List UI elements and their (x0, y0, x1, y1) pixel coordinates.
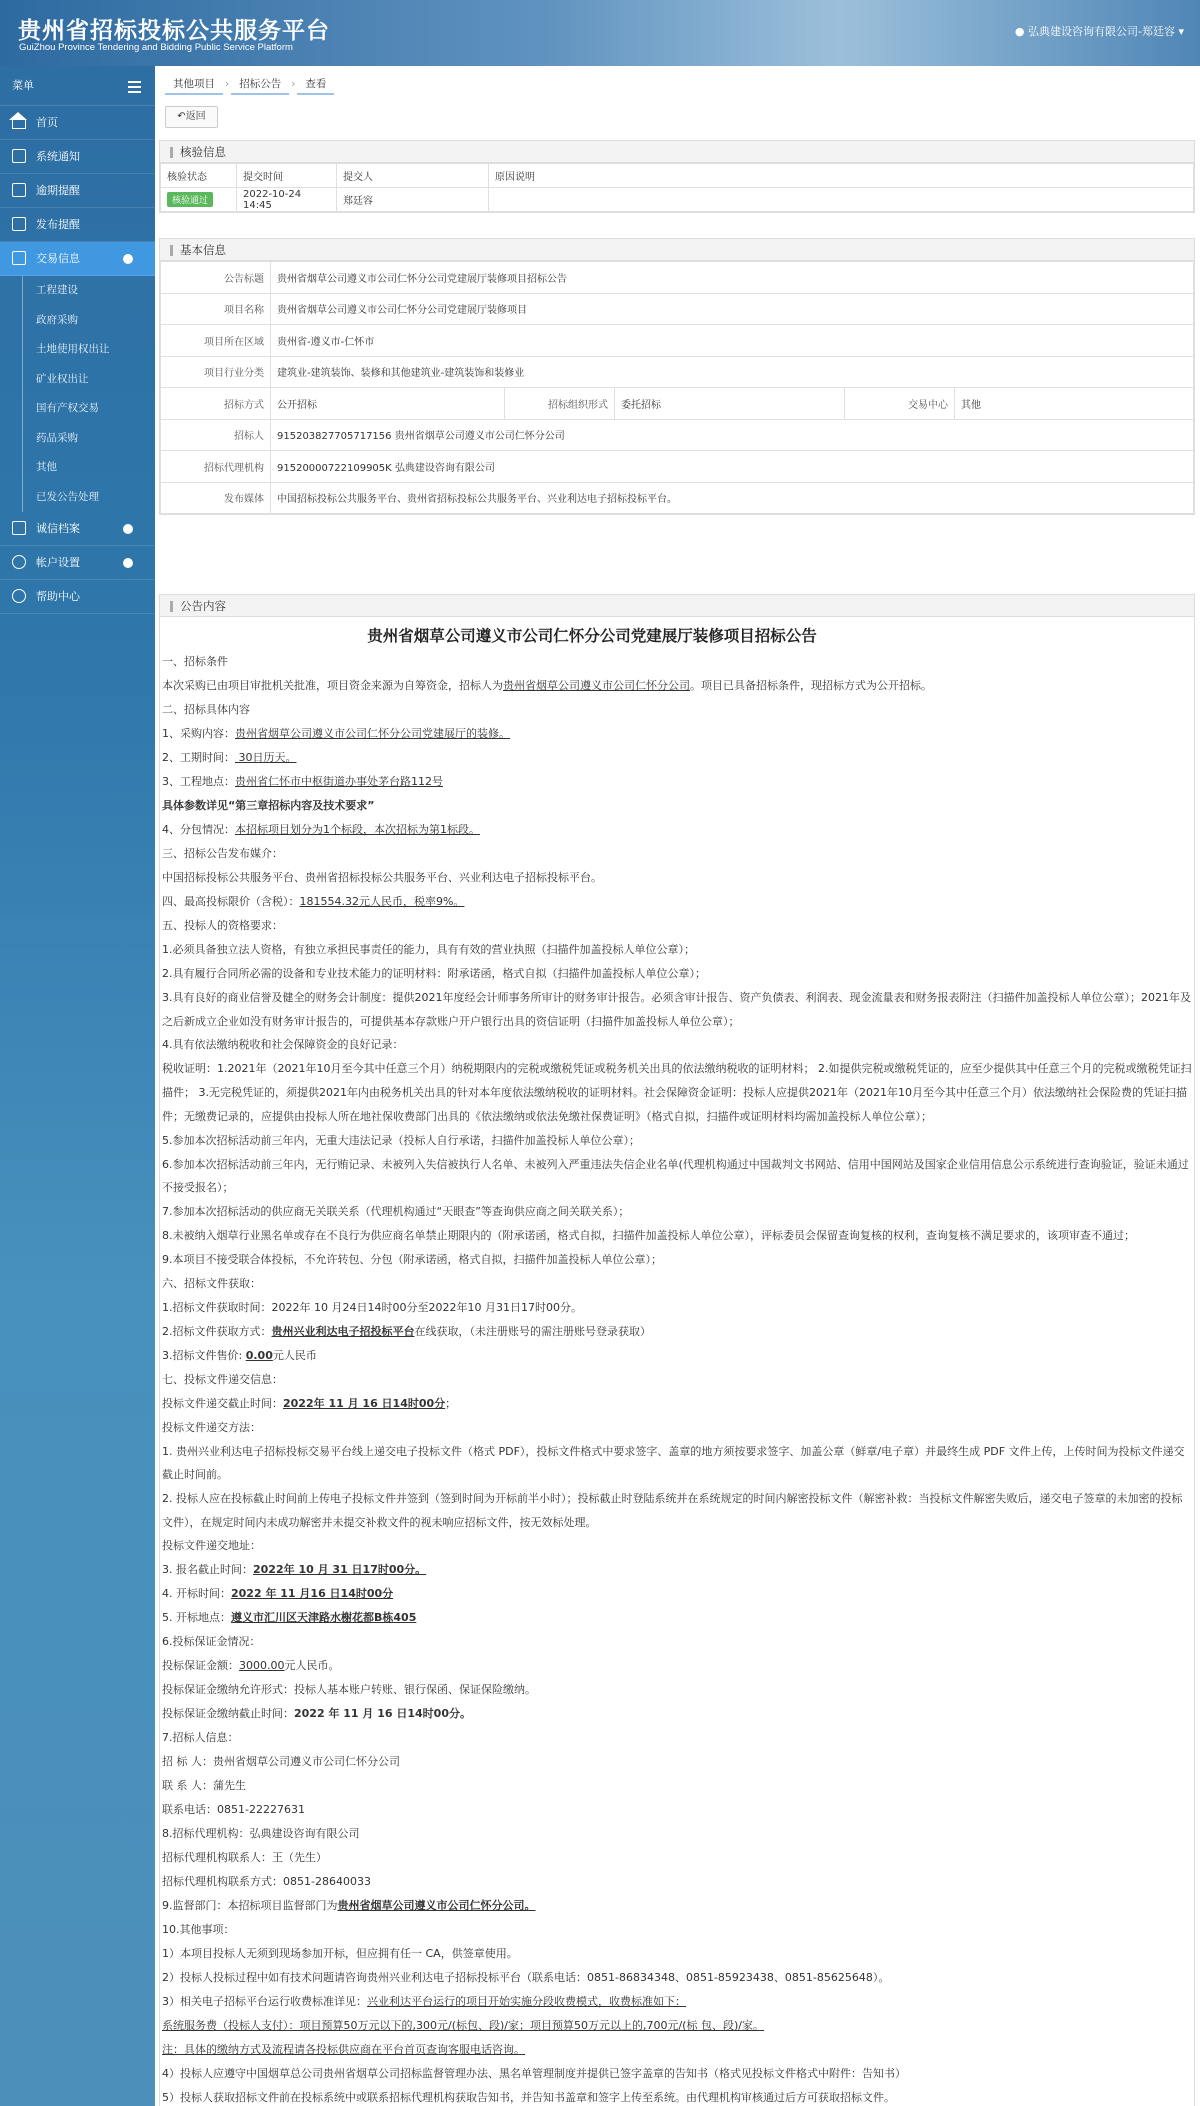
sidebar-item-label: 系统通知 (36, 150, 80, 163)
para: 3. 报名截止时间：2022年 10 月 31 日17时00分。 (162, 1563, 427, 1577)
para: 2）投标人投标过程中如有技术问题请咨询贵州兴业利达电子招标投标平台（联系电话：0851-86834348、0851-85923438、0851-85625648）。 (162, 1971, 890, 1985)
label: 招标组织形式 (505, 388, 615, 420)
menu-header (0, 66, 155, 106)
review-reason (489, 188, 1194, 212)
basic-table (160, 261, 1194, 514)
sidebar-item-label: 交易信息 (36, 252, 80, 265)
sidebar-item-overdue[interactable] (0, 174, 155, 208)
col-reason: 原因说明 (489, 164, 1194, 188)
review-title: 核验信息 (160, 141, 1194, 163)
platform-subtitle: GuiZhou Province Tendering and Bidding Public Service Platform (19, 42, 293, 53)
para: 中国招标投标公共服务平台、贵州省招标投标公共服务平台、兴业利达电子招标投标平台。 (162, 871, 602, 884)
sidebar-sub-engineering[interactable]: 工程建设 (0, 276, 155, 306)
sidebar (0, 66, 155, 2106)
para: 7.参加本次招标活动的供应商无关联关系（代理机构通过“天眼查”等查询供应商之间关联关系）； (162, 1204, 630, 1218)
para: 2.具有履行合同所必需的设备和专业技术能力的证明材料：附承诺函，格式自拟（扫描件加盖投标人单位公章）； (162, 967, 706, 980)
back-icon: ↶ (177, 111, 186, 122)
user-icon: ● (1014, 25, 1025, 38)
para: 投标保证金额：3000.00元人民币。 (162, 1659, 340, 1673)
top-header (0, 0, 1200, 66)
basic-title: 基本信息 (160, 239, 1194, 261)
para: 招标代理机构联系人：王（先生） (162, 1851, 327, 1865)
para: 1）本项目投标人无须到现场参加开标，但应拥有任一 CA，供签章使用。 (162, 1947, 518, 1961)
value-tenderer: 915203827705717156 贵州省烟草公司遵义市公司仁怀分公司 (271, 419, 1194, 451)
review-person: 郑廷容 (337, 188, 489, 212)
para: 投标文件递交截止时间：2022年 11 月 16 日14时00分； (162, 1396, 457, 1410)
para: 招标代理机构联系方式：0851-28640033 (162, 1875, 371, 1889)
para: 4. 开标时间：2022 年 11 月16 日14时00分 (162, 1587, 394, 1601)
folder-icon (12, 251, 26, 265)
sidebar-item-notice[interactable] (0, 140, 155, 174)
help-icon (12, 589, 26, 603)
label: 招标人 (161, 419, 271, 451)
para: 8.招标代理机构：弘典建设咨询有限公司 (162, 1827, 360, 1841)
sidebar-item-label: 帮助中心 (36, 590, 80, 603)
main-area (155, 66, 1200, 2106)
para: 二、招标具体内容 (162, 703, 250, 716)
para: 3.具有良好的商业信誉及健全的财务会计制度：提供2021年度经会计师事务所审计的财务审计报告。必须含审计报告、资产负债表、利润表、现金流量表和财务报表附注（扫描件加盖投标人单位公章）；2021年及之后新成立企业如没有财务审计报告的，可提供基本存款账户开户银行出具的资信证明（扫描件加盖投标人单位公章）； (162, 991, 1191, 1028)
article (160, 624, 1194, 2106)
sidebar-item-label: 逾期提醒 (36, 184, 80, 197)
value-media: 中国招标投标公共服务平台、贵州省招标投标公共服务平台、兴业利达电子招标投标平台。 (271, 482, 1194, 514)
para: 5.参加本次招标活动前三年内，无重大违法记录（投标人自行承诺，扫描件加盖投标人单位公章）； (162, 1133, 640, 1147)
label: 项目所在区域 (161, 325, 271, 357)
para: 9.本项目不接受联合体投标，不允许转包、分包（附承诺函，格式自拟，扫描件加盖投标人单位公章）； (162, 1252, 662, 1266)
hamburger-icon[interactable] (128, 81, 141, 96)
monitor-icon (12, 149, 26, 163)
sidebar-item-credit[interactable] (0, 512, 155, 546)
para: 6.参加本次招标活动前三年内，无行贿记录、未被列入失信被执行人名单、未被列入严重违法失信企业名单(代理机构通过中国裁判文书网站、信用中国网站及国家企业信用信息公示系统进行查询验证，验证未通过不接受报名）； (162, 1157, 1189, 1195)
chevron-right-icon: › (225, 78, 230, 90)
back-button[interactable] (165, 106, 218, 128)
breadcrumb-notice[interactable]: 招标公告 (231, 74, 289, 95)
para: 具体参数详见“第三章招标内容及技术要求” (162, 799, 375, 812)
home-icon (12, 120, 26, 129)
para: 联系电话：0851-22227631 (162, 1803, 305, 1817)
para: 5）投标人获取招标文件前在投标系统中或联系招标代理机构获取告知书，并告知书盖章和签字上传至系统。由代理机构审核通过后方可获取招标文件。 (162, 2091, 895, 2105)
col-person: 提交人 (337, 164, 489, 188)
sidebar-item-publish[interactable] (0, 208, 155, 242)
review-table (160, 163, 1194, 212)
value-project: 贵州省烟草公司遵义市公司仁怀分公司党建展厅装修项目 (271, 293, 1194, 325)
folder-icon (12, 217, 26, 231)
para: 2.招标文件获取方式：贵州兴业利达电子招投标平台在线获取，（未注册账号的需注册账号登录获取） (162, 1324, 651, 1338)
sidebar-item-label: 首页 (36, 116, 58, 129)
chevron-right-icon: › (291, 78, 296, 90)
para: 7.招标人信息： (162, 1731, 239, 1745)
para: 五、投标人的资格要求： (162, 919, 283, 932)
content-panel (159, 594, 1195, 2106)
value-method: 公开招标 (271, 388, 505, 420)
col-time: 提交时间 (237, 164, 337, 188)
para: 投标文件递交地址： (162, 1539, 261, 1553)
article-title: 贵州省烟草公司遵义市公司仁怀分公司党建展厅装修项目招标公告 (367, 627, 817, 645)
sidebar-item-label: 发布提醒 (36, 218, 80, 231)
review-panel (159, 140, 1195, 213)
review-time: 2022-10-24 14:45 (237, 188, 337, 212)
para: 9.监督部门：本招标项目监督部门为贵州省烟草公司遵义市公司仁怀分公司。 (162, 1899, 536, 1913)
user-name: 弘典建设咨询有限公司-郑廷容 ▾ (1028, 25, 1184, 38)
para: 4）投标人应遵守中国烟草总公司贵州省烟草公司招标监督管理办法、黑名单管理制度并提供已签字盖章的告知书（格式见投标文件格式中附件：告知书） (162, 2067, 906, 2081)
sidebar-item-label: 帐户设置 (36, 556, 80, 569)
para: 三、招标公告发布媒介： (162, 847, 283, 860)
para: 4.具有依法缴纳税收和社会保障资金的良好记录： (162, 1038, 404, 1052)
para: 1.招标文件获取时间：2022年 10 月24日14时00分至2022年10 月31日17时00分。 (162, 1300, 582, 1314)
folder-icon (12, 183, 26, 197)
user-icon (12, 555, 26, 569)
value-org: 委托招标 (615, 388, 845, 420)
para: 联 系 人：蒲先生 (162, 1779, 246, 1793)
content-title: 公告内容 (160, 595, 1194, 617)
value-region: 贵州省-遵义市-仁怀市 (271, 325, 1194, 357)
para: 2. 投标人应在投标截止时间前上传电子投标文件并签到（签到时间为开标前半小时）；投标截止时登陆系统并在系统规定的时间内解密投标文件（解密补救：当投标文件解密失败后，递交电子签章的未加密的投标文件），在规定时间内未成功解密并未提交补救文件的视未响应招标文件，按无效标处理。 (162, 1492, 1183, 1529)
sidebar-sub-gov[interactable]: 政府采购 (0, 306, 155, 336)
sidebar-sub-other[interactable]: 其他 (0, 453, 155, 483)
para: 5. 开标地点：遵义市汇川区天津路水榭花都B栋405 (162, 1611, 417, 1625)
para: 七、投标文件递交信息： (162, 1372, 283, 1386)
menu-label: 菜单 (12, 79, 34, 92)
back-label: 返回 (185, 111, 206, 122)
para: 四、最高投标限价（含税）：181554.32元人民币，税率9%。 (162, 895, 465, 908)
sidebar-sub-mining[interactable]: 矿业权出让 (0, 365, 155, 395)
value-center: 其他 (955, 388, 1194, 420)
label: 交易中心 (845, 388, 955, 420)
para: 系统服务费（投标人支付）：项目预算50万元以下的,300元/(标包、段)/家；项目预算50万元以上的,700元/(标 包、段)/家。 (162, 2019, 764, 2033)
label: 项目名称 (161, 293, 271, 325)
para: 税收证明：1.2021年（2021年10月至今其中任意三个月）纳税期限内的完税或缴税凭证或税务机关出具的依法缴纳税收的证明材料； 2.如提供完税或缴税凭证的，应至少提供其中任意三个月的完税或缴税凭证扫描件； 3.无完税凭证的，须提供2021年内由税务机关出具的针对本年度依法缴纳税收的证明材料。社会保障资金证明：投标人应提供2021年（2021年10月至今其中任意三个月）依法缴纳社会保险费的凭证扫描件；无缴费记录的，应提供由投标人所在地社保收费部门出具的《依法缴纳或依法免缴社保费证明》（格式自拟，扫描件或证明材料均需加盖投标人单位公章）； (162, 1062, 1192, 1123)
status-badge: 核验通过 (167, 192, 213, 207)
para: 10.其他事项： (162, 1923, 235, 1937)
breadcrumb (165, 74, 334, 94)
para: 1. 贵州兴业利达电子招标投标交易平台线上递交电子投标文件（格式 PDF），投标文件格式中要求签字、盖章的地方须按要求签字、加盖公章（鲜章/电子章）并最终生成 PDF 文件上传，上传时间为投标文件递交截止时间前。 (162, 1444, 1185, 1482)
breadcrumb-view: 查看 (297, 74, 334, 95)
para: 投标保证金缴纳允许形式：投标人基本账户转账、银行保函、保证保险缴纳。 (162, 1683, 536, 1697)
value-agent: 91520000722109905K 弘典建设咨询有限公司 (271, 451, 1194, 483)
sidebar-sub-drug[interactable]: 药品采购 (0, 424, 155, 454)
sidebar-sub-property[interactable]: 国有产权交易 (0, 394, 155, 424)
basic-panel (159, 238, 1195, 515)
label: 招标方式 (161, 388, 271, 420)
sidebar-item-home[interactable] (0, 106, 155, 140)
para: 3、工程地点：贵州省仁怀市中枢街道办事处茅台路112号 (162, 775, 443, 788)
para: 8.未被纳入烟草行业黑名单或存在不良行为供应商名单禁止期限内的（附承诺函，格式自拟，扫描件加盖投标人单位公章），评标委员会保留查询复核的权利，查询复核不满足要求的，该项审查不通过； (162, 1228, 1135, 1242)
para: 招 标 人：贵州省烟草公司遵义市公司仁怀分公司 (162, 1755, 400, 1769)
sidebar-item-trade[interactable] (0, 242, 155, 276)
sidebar-item-help[interactable] (0, 580, 155, 614)
para: 一、招标条件 (162, 655, 228, 668)
value-industry: 建筑业-建筑装饰、装修和其他建筑业-建筑装饰和装修业 (271, 356, 1194, 388)
para: 六、招标文件获取： (162, 1276, 261, 1290)
para: 投标文件递交方法： (162, 1420, 261, 1434)
label: 公告标题 (161, 262, 271, 294)
chevron-icon (123, 524, 133, 534)
para: 6.投标保证金情况： (162, 1635, 261, 1649)
breadcrumb-other[interactable]: 其他项目 (165, 74, 223, 95)
chevron-icon (123, 558, 133, 568)
para: 3）相关电子招标平台运行收费标准详见：兴业利达平台运行的项目开始实施分段收费模式，收费标准如下： (162, 1995, 686, 2009)
list-icon (12, 521, 26, 535)
label: 发布媒体 (161, 482, 271, 514)
sidebar-sub-processed[interactable]: 已发公告处理 (0, 483, 155, 513)
value-ann-title: 贵州省烟草公司遵义市公司仁怀分公司党建展厅装修项目招标公告 (271, 262, 1194, 294)
sidebar-item-label: 诚信档案 (36, 522, 80, 535)
label: 招标代理机构 (161, 451, 271, 483)
para: 1.必须具备独立法人资格，有独立承担民事责任的能力，具有有效的营业执照（扫描件加盖投标人单位公章）； (162, 943, 695, 956)
para: 投标保证金缴纳截止时间：2022 年 11 月 16 日14时00分。 (162, 1707, 471, 1721)
sidebar-item-account[interactable] (0, 546, 155, 580)
para: 2、工期时间： 30日历天。 (162, 751, 297, 764)
user-menu[interactable] (1015, 23, 1184, 39)
chevron-icon (123, 254, 133, 264)
para: 4、分包情况：本招标项目划分为1个标段，本次招标为第1标段。 (162, 823, 480, 836)
para: 注：具体的缴纳方式及流程请各投标供应商在平台首页查询客服电话咨询。 (162, 2043, 525, 2057)
col-status: 核验状态 (161, 164, 237, 188)
para: 本次采购已由项目审批机关批准，项目资金来源为自筹资金，招标人为贵州省烟草公司遵义市公司仁怀分公司。项目已具备招标条件，现招标方式为公开招标。 (162, 679, 932, 692)
para: 3.招标文件售价: 0.00元人民币 (162, 1348, 317, 1362)
para: 1、采购内容：贵州省烟草公司遵义市公司仁怀分公司党建展厅的装修。 (162, 727, 510, 740)
platform-title: 贵州省招标投标公共服务平台 (18, 18, 330, 44)
sidebar-sub-land[interactable]: 土地使用权出让 (0, 335, 155, 365)
label: 项目行业分类 (161, 356, 271, 388)
